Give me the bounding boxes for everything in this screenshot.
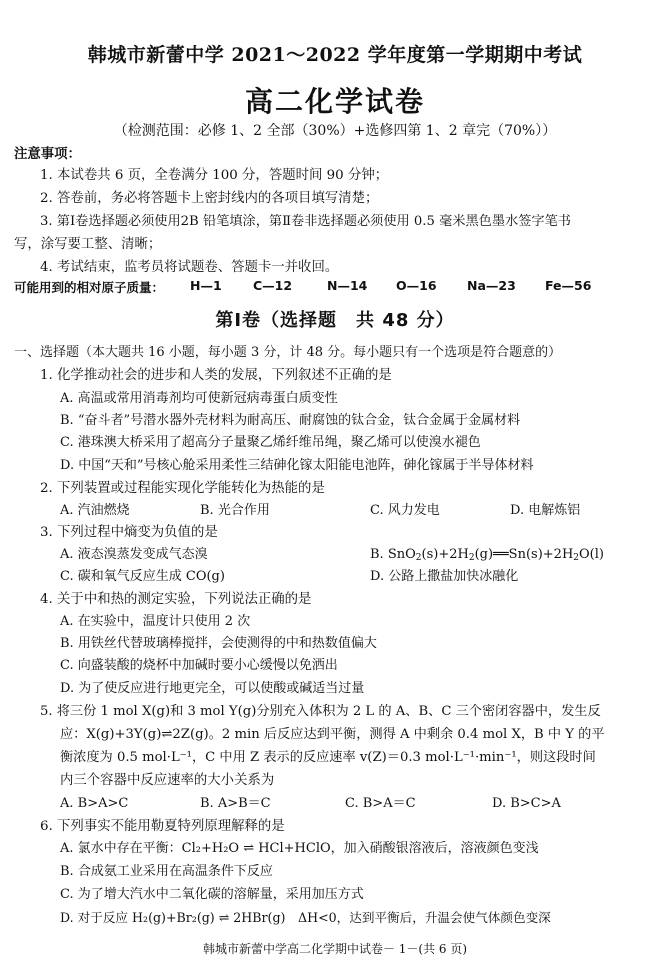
atomic-mass-item: N—14: [327, 278, 368, 293]
option-c: C. 碳和氧气反应生成 CO(g): [60, 569, 225, 584]
notes-item: 写，涂写要工整、清晰；: [14, 237, 162, 252]
notes-item: 1. 本试卷共 6 页，全卷满分 100 分，答题时间 90 分钟；: [40, 168, 389, 183]
question-stem: 2. 下列装置或过程能实现化学能转化为热能的是: [40, 481, 325, 496]
question-stem: 6. 下列事实不能用勒夏特列原理解释的是: [40, 819, 285, 834]
option-c: C. 为了增大汽水中二氧化碳的溶解量，采用加压方式: [60, 887, 364, 902]
option-a: A. B>A>C: [60, 796, 129, 811]
option-a: A. 高温或常用消毒剂均可使新冠病毒蛋白质变性: [60, 391, 338, 406]
option-c: C. 港珠澳大桥采用了超高分子量聚乙烯纤维吊绳，聚乙烯可以使溴水褪色: [60, 435, 481, 450]
option-b-part: B. SnO: [370, 547, 416, 562]
atomic-mass-item: O—16: [396, 278, 437, 293]
option-b: B. A>B＝C: [200, 796, 271, 811]
option-d: D. 为了使反应进行地更完全，可以使酸或碱适当过量: [60, 681, 365, 696]
atomic-mass-item: Fe—56: [545, 278, 592, 293]
option-b: B. 合成氨工业采用在高温条件下反应: [60, 864, 273, 879]
school-title: 韩城市新蕾中学 2021～2022 学年度第一学期期中考试: [87, 44, 583, 66]
option-a: A. 液态溴蒸发变成气态溴: [60, 547, 208, 562]
option-b: B. 光合作用: [200, 503, 270, 518]
page-title: 高二化学试卷: [244, 85, 425, 118]
option-d: D. B>C>A: [492, 796, 561, 811]
notes-item: 4. 考试结束，监考员将试题卷、答题卡一并收回。: [40, 260, 339, 275]
notes-item: 2. 答卷前，务必将答题卡上密封线内的各项目填写清楚；: [40, 191, 379, 206]
option-b: B. “奋斗者”号潜水器外壳材料为耐高压、耐腐蚀的钛合金，钛合金属于金属材料: [60, 413, 521, 428]
option-c: C. 风力发电: [370, 503, 440, 518]
option-d: D. 公路上撒盐加快冰融化: [370, 569, 519, 584]
question-stem: 3. 下列过程中熵变为负值的是: [40, 525, 218, 540]
option-a: A. 在实验中，温度计只使用 2 次: [60, 614, 251, 629]
question-stem: 4. 关于中和热的测定实验，下列说法正确的是: [40, 592, 312, 607]
option-a: A. 汽油燃烧: [60, 503, 130, 518]
atomic-mass-item: C—12: [253, 278, 293, 293]
option-c: C. B>A＝C: [345, 796, 416, 811]
notes-heading: 注意事项：: [14, 147, 81, 162]
option-b-part: (s)+2H: [421, 547, 469, 562]
option-d: D. 对于反应 H₂(g)+Br₂(g) ⇌ 2HBr(g) ΔH<0，达到平衡后，升温会使气体颜色变深: [60, 910, 551, 925]
option-b: B. 用铁丝代替玻璃棒搅拌，会使测得的中和热数值偏大: [60, 636, 377, 651]
exam-scope: （检测范围：必修 1、2 全部（30%）+选修四第 1、2 章完（70%））: [113, 123, 557, 139]
question-stem: 应：X(g)+3Y(g)⇌2Z(g)。2 min 后反应达到平衡，测得 A 中剩余 0.4 mol X，B 中 Y 的平: [60, 727, 605, 742]
notes-item: 3. 第Ⅰ卷选择题必须使用2B 铅笔填涂，第Ⅱ卷非选择题必须使用 0.5 毫米黑色墨水签字笔书: [40, 214, 571, 229]
atomic-mass-label: 可能用到的相对原子质量：: [14, 280, 165, 295]
option-d: D. 电解炼铝: [510, 503, 581, 518]
option-b-part: O(l): [579, 547, 604, 562]
page-footer: 韩城市新蕾中学高二化学期中试卷－ 1－(共 6 页): [202, 942, 468, 956]
option-b: B. $SnO_2(s)+2H_2(g)══Sn(s)+2H_2O(l)$: [370, 547, 604, 563]
section-intro: 一、选择题（本大题共 16 小题，每小题 3 分，计 48 分。每小题只有一个选项是符合题意的）: [14, 345, 562, 360]
atomic-mass-item: Na—23: [467, 278, 516, 293]
question-stem: 衡浓度为 0.5 mol·L⁻¹，C 中用 Z 表示的反应速率 v(Z)＝0.3 mol·L⁻¹·min⁻¹，则这段时间: [60, 750, 596, 765]
question-stem: 内三个容器中反应速率的大小关系为: [60, 773, 275, 788]
section-title: 第Ⅰ卷（选择题 共 48 分）: [215, 310, 455, 331]
option-a: A. 氯水中存在平衡：Cl₂+H₂O ⇌ HCl+HClO，加入硝酸银溶液后，溶液颜色变浅: [60, 841, 539, 856]
atomic-mass-item: H—1: [190, 278, 222, 293]
option-c: C. 向盛装酸的烧杯中加碱时要小心缓慢以免洒出: [60, 658, 338, 673]
question-stem: 5. 将三份 1 mol X(g)和 3 mol Y(g)分别充入体积为 2 L 的 A、B、C 三个密闭容器中，发生反: [40, 704, 601, 719]
option-d: D. 中国“天和”号核心舱采用柔性三结砷化镓太阳能电池阵，砷化镓属于半导体材料: [60, 458, 534, 473]
question-stem: 1. 化学推动社会的进步和人类的发展，下列叙述不正确的是: [40, 368, 392, 383]
option-b-part: (g)══Sn(s)+2H: [474, 547, 574, 562]
